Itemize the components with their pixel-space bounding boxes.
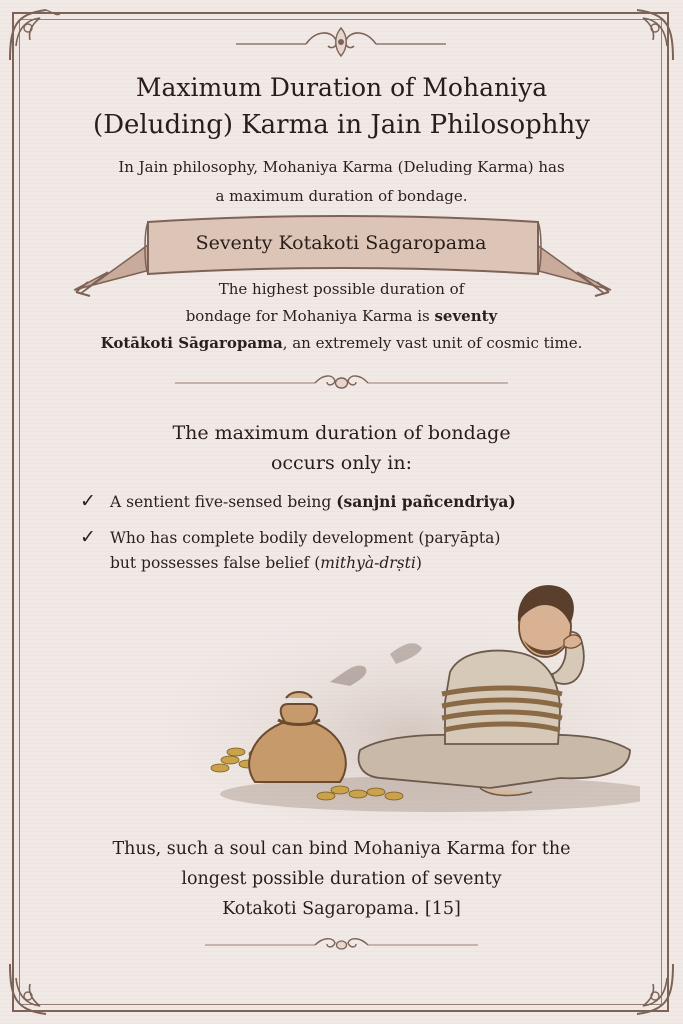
divider-flourish-icon: [175, 370, 508, 396]
page-title-line1: Maximum Duration of Mohaniya: [135, 73, 548, 102]
corner-ornament-icon: [6, 6, 64, 64]
description-line3: Kotākoti Sāgaropama, an extremely vast unit of cosmic time.: [100, 334, 583, 352]
check-icon: ✓: [80, 490, 96, 512]
intro-text: [55, 153, 628, 211]
condition-item: ✓ A sentient five-sensed being (sanjni pañcendriya): [80, 490, 516, 512]
condition-item-continued: but possesses false belief (mithyà-drṣti): [110, 554, 422, 572]
corner-ornament-icon: [619, 960, 677, 1018]
conclusion-line3: Kotakoti Sagaropama. [15]: [222, 899, 461, 919]
highlight-seventy: seventy: [434, 307, 498, 325]
description-text: [70, 276, 613, 357]
bound-man-illustration: [160, 582, 640, 822]
conclusion-text: [50, 834, 633, 924]
page-title-line2: (Deluding) Karma in Jain Philosophhy: [93, 110, 590, 140]
conclusion-line2: longest possible duration of seventy: [181, 869, 502, 889]
condition-item: ✓ Who has complete bodily development (paryāpta): [80, 526, 501, 548]
top-flourish-icon: [236, 22, 446, 62]
bondage-heading-line2: occurs only in:: [270, 452, 413, 474]
bondage-heading: [90, 418, 593, 478]
conclusion-line1: Thus, such a soul can bind Mohaniya Karma for the: [112, 839, 571, 859]
description-line1: The highest possible duration of: [218, 280, 465, 298]
intro-line2: a maximum duration of bondage.: [215, 187, 468, 205]
check-icon: ✓: [80, 526, 96, 548]
intro-line1: In Jain philosophy, Mohaniya Karma (Deluding Karma) has: [118, 158, 565, 176]
bottom-flourish-icon: [205, 934, 478, 956]
corner-ornament-icon: [6, 960, 64, 1018]
bondage-heading-line1: The maximum duration of bondage: [172, 422, 511, 444]
highlight-unit: Kotākoti Sāgaropama: [100, 334, 283, 352]
description-line2: bondage for Mohaniya Karma is seventy: [185, 307, 498, 325]
banner-label: Seventy Kotakoti Sagaropama: [195, 232, 487, 254]
corner-ornament-icon: [619, 6, 677, 64]
